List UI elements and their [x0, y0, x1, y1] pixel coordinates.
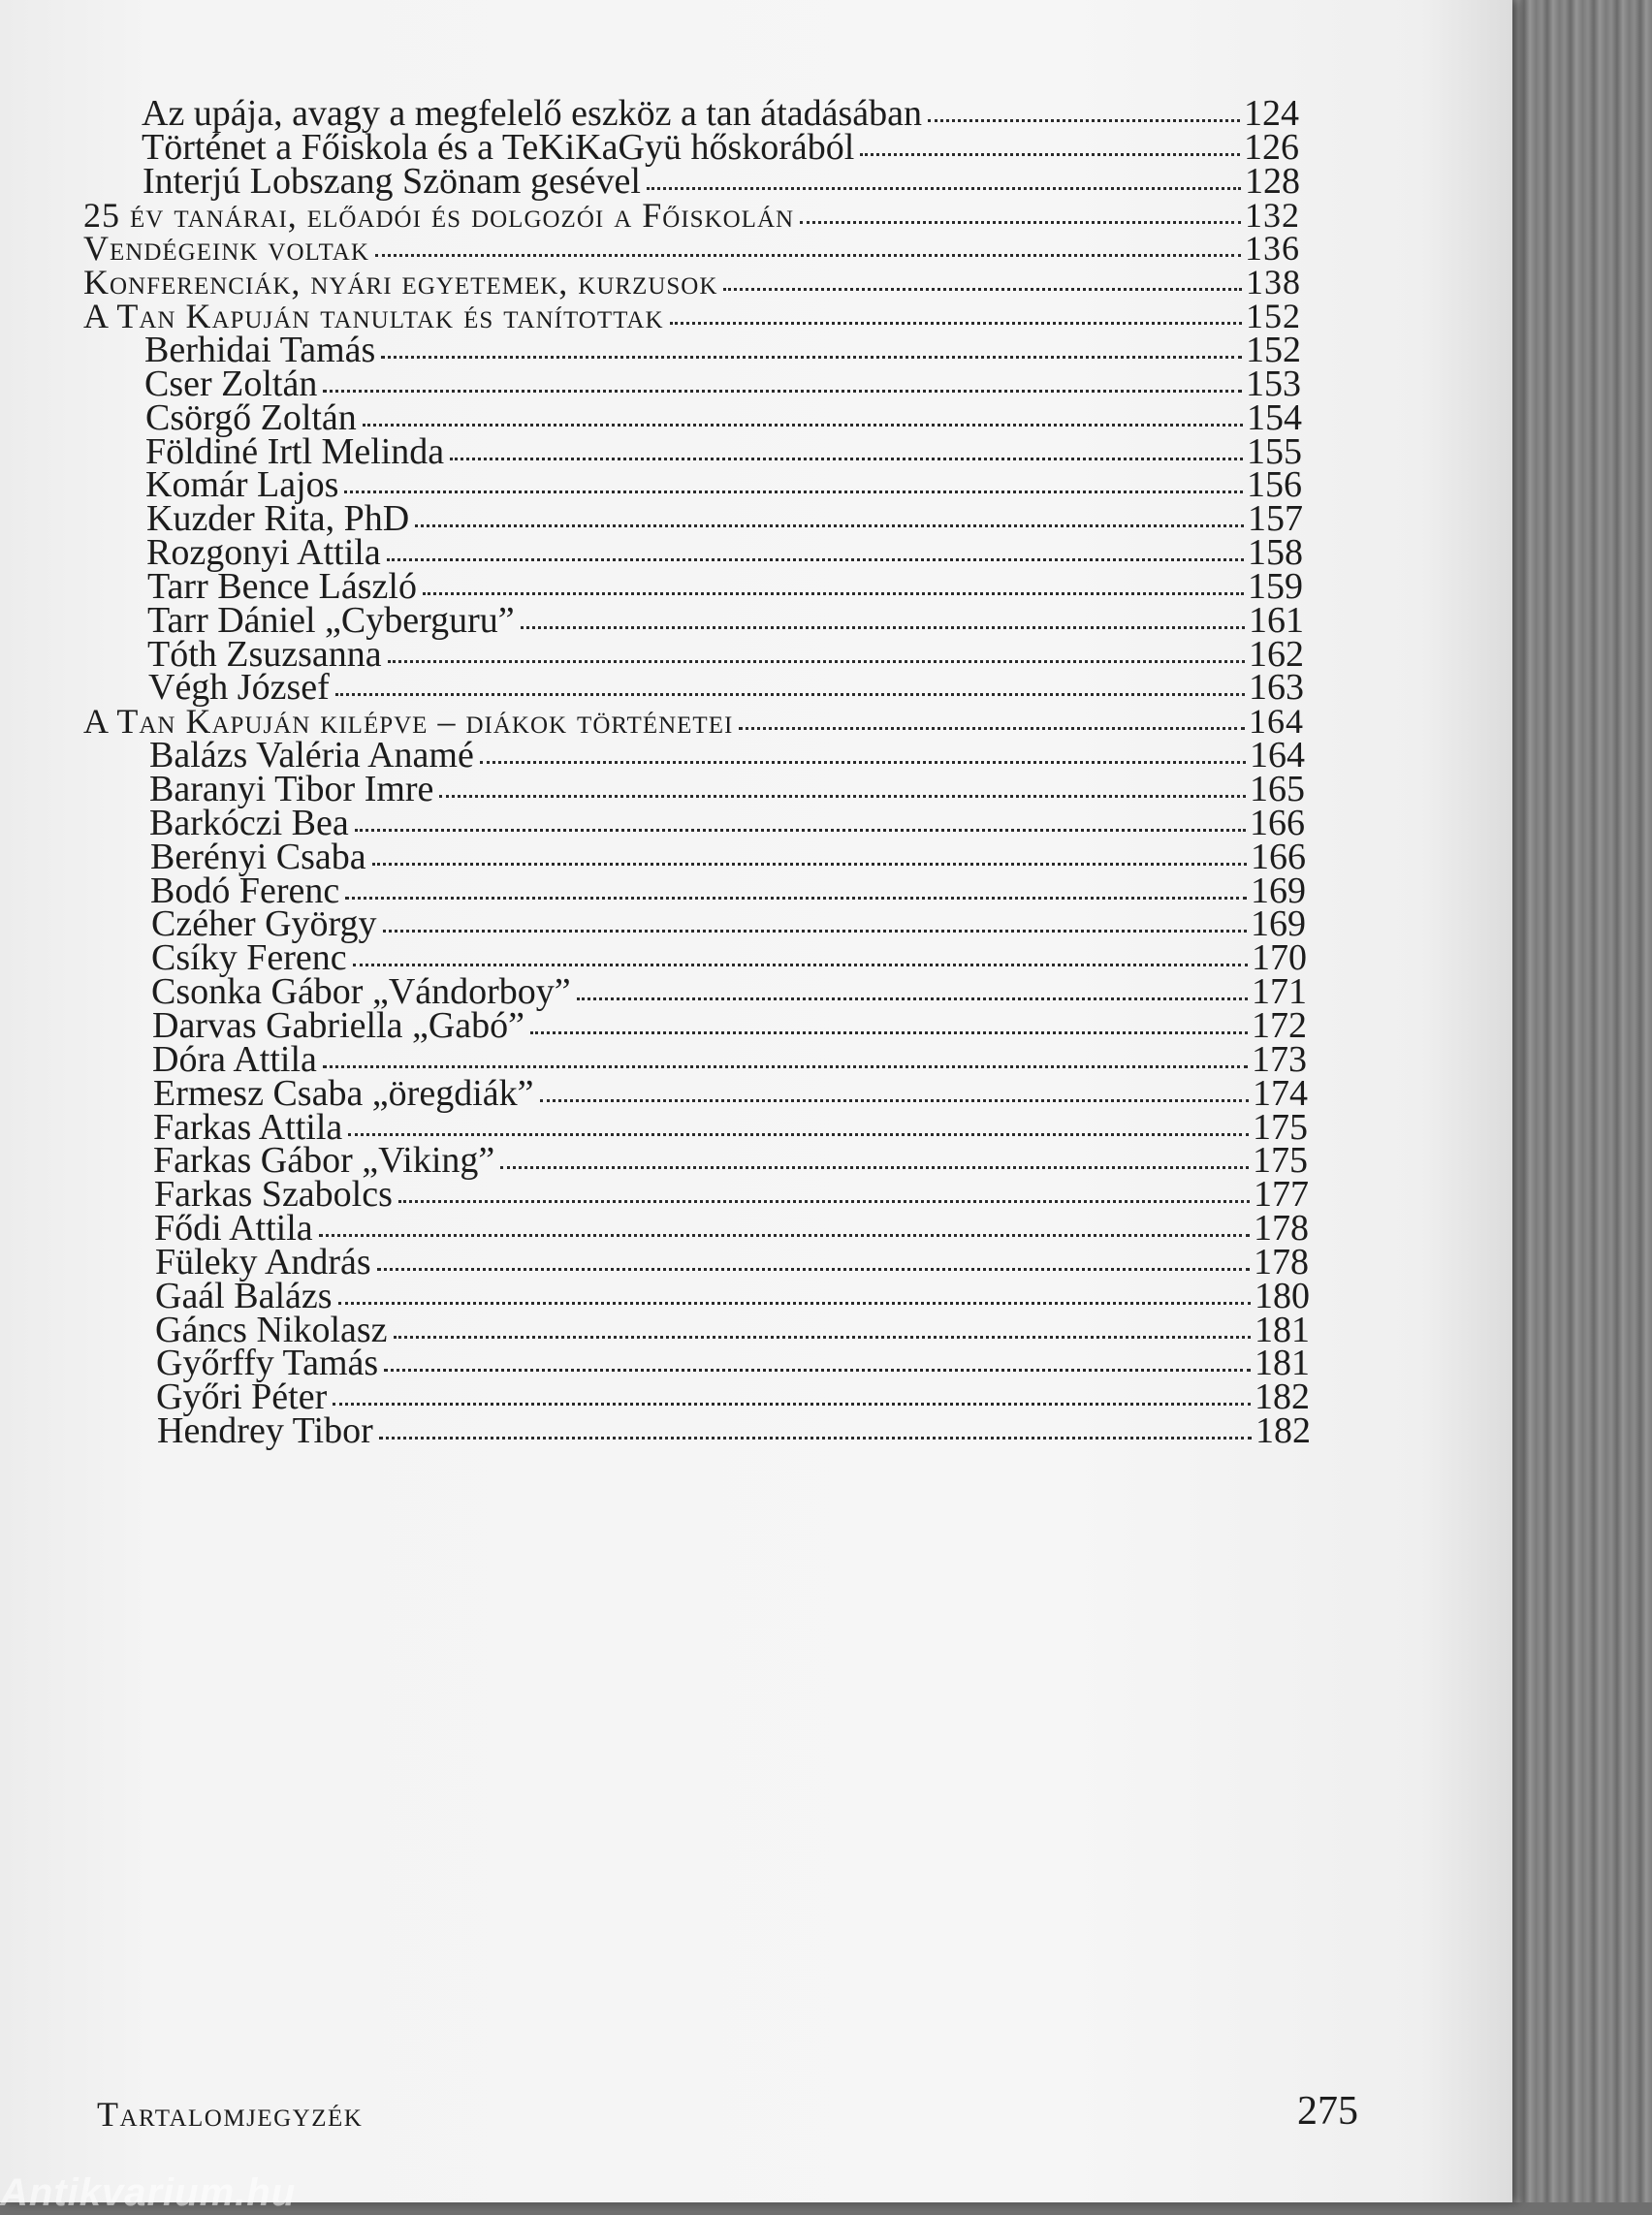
entry-page-number: 177	[1254, 1174, 1309, 1215]
entry-page-number: 175	[1253, 1107, 1308, 1148]
entry-title: A Tan Kapuján kilépve – diákok történetei	[83, 702, 734, 741]
dot-leader	[398, 1190, 1250, 1203]
entry-page-number: 166	[1251, 837, 1306, 877]
dot-leader	[540, 1090, 1250, 1102]
dot-leader	[344, 481, 1243, 493]
dot-leader	[333, 1393, 1251, 1406]
dot-leader	[394, 1326, 1251, 1339]
entry-page-number: 164	[1249, 702, 1304, 741]
entry-title: A Tan Kapuján tanultak és tanítottak	[83, 297, 664, 335]
dot-leader	[670, 312, 1243, 325]
dot-leader	[323, 1056, 1248, 1068]
entry-page-number: 156	[1247, 464, 1302, 505]
dot-leader	[384, 1359, 1251, 1372]
entry-page-number: 128	[1245, 161, 1300, 202]
entry-page-number: 181	[1255, 1343, 1310, 1383]
entry-title: Gáncs Nikolasz	[155, 1310, 388, 1350]
dot-leader	[383, 920, 1247, 933]
dot-leader	[500, 1156, 1249, 1169]
toc-entry	[157, 1407, 1311, 1455]
dot-leader	[860, 143, 1240, 156]
entry-page-number: 161	[1249, 600, 1304, 641]
entry-page-number: 162	[1249, 634, 1304, 675]
entry-page-number: 136	[1245, 229, 1300, 268]
entry-page-number: 157	[1248, 498, 1303, 539]
page-number: 275	[1297, 2089, 1358, 2134]
entry-page-number: 155	[1247, 431, 1302, 472]
entry-page-number: 158	[1248, 532, 1303, 573]
entry-title: Füleky András	[155, 1242, 371, 1282]
entry-page-number: 152	[1246, 330, 1301, 370]
entry-page-number: 163	[1249, 667, 1304, 708]
dot-leader	[387, 549, 1244, 561]
entry-title: Csonka Gábor „Vándorboy”	[151, 971, 571, 1012]
dot-leader	[372, 853, 1247, 866]
entry-title: Dóra Attila	[152, 1039, 317, 1080]
entry-page-number: 172	[1252, 1005, 1307, 1046]
entry-page-number: 124	[1244, 93, 1299, 134]
entry-page-number: 165	[1250, 769, 1305, 809]
entry-title: Barkóczi Bea	[149, 803, 349, 843]
dot-leader	[415, 515, 1244, 527]
dot-leader	[739, 717, 1245, 730]
dot-leader	[319, 1224, 1250, 1237]
dot-leader	[577, 988, 1248, 1000]
background-binding	[1512, 0, 1652, 2202]
entry-title: Kuzder Rita, PhD	[146, 498, 410, 539]
dot-leader	[338, 1292, 1251, 1305]
dot-leader	[353, 954, 1248, 966]
entry-page-number: 174	[1253, 1073, 1308, 1114]
entry-page-number: 152	[1246, 297, 1301, 335]
dot-leader	[423, 583, 1244, 595]
entry-title: Rozgonyi Attila	[146, 532, 381, 573]
entry-page-number: 169	[1251, 903, 1306, 944]
entry-title: Berhidai Tamás	[144, 330, 376, 370]
entry-page-number: 154	[1247, 397, 1302, 438]
dot-leader	[345, 887, 1247, 900]
dot-leader	[363, 414, 1243, 427]
entry-page-number: 164	[1250, 735, 1305, 775]
entry-title: Interjú Lobszang Szönam gesével	[143, 161, 641, 202]
entry-page-number: 182	[1255, 1410, 1311, 1451]
dot-leader	[335, 683, 1245, 696]
entry-title: Konferenciák, nyári egyetemek, kurzusok	[83, 263, 718, 301]
dot-leader	[377, 1258, 1250, 1271]
entry-title: Tarr Bence László	[147, 566, 417, 607]
entry-title: Farkas Gábor „Viking”	[153, 1140, 495, 1181]
entry-title: Darvas Gabriella „Gabó”	[152, 1005, 525, 1046]
entry-page-number: 170	[1252, 937, 1307, 978]
entry-page-number: 126	[1244, 127, 1299, 168]
entry-title: Baranyi Tibor Imre	[149, 769, 434, 809]
entry-title: Farkas Szabolcs	[154, 1174, 393, 1215]
entry-title: Farkas Attila	[153, 1107, 343, 1148]
entry-page-number: 175	[1253, 1140, 1308, 1181]
entry-page-number: 181	[1255, 1310, 1310, 1350]
entry-page-number: 169	[1251, 870, 1306, 911]
dot-leader	[348, 1123, 1249, 1136]
entry-page-number: 171	[1252, 971, 1307, 1012]
dot-leader	[530, 1022, 1248, 1034]
footer-title: Tartalomjegyzék	[97, 2095, 364, 2134]
entry-title: Csíky Ferenc	[151, 937, 347, 978]
entry-title: Történet a Főiskola és a TeKiKaGyü hőskorából	[142, 127, 855, 168]
entry-title: Győri Péter	[156, 1376, 328, 1417]
entry-title: Végh József	[148, 667, 330, 708]
entry-title: Bodó Ferenc	[150, 870, 340, 911]
entry-title: Földiné Irtl Melinda	[145, 431, 445, 472]
dot-leader	[375, 244, 1241, 257]
watermark: Antikvarium.hu	[0, 2171, 297, 2214]
entry-title: Fődi Attila	[154, 1208, 313, 1249]
entry-title: Cser Zoltán	[144, 364, 318, 404]
entry-title: Csörgő Zoltán	[145, 397, 357, 438]
entry-page-number: 173	[1252, 1039, 1307, 1080]
dot-leader	[647, 177, 1241, 190]
dot-leader	[381, 346, 1242, 359]
dot-leader	[521, 617, 1245, 629]
dot-leader	[928, 110, 1240, 122]
entry-title: Tarr Dániel „Cyberguru”	[147, 600, 515, 641]
dot-leader	[355, 819, 1246, 832]
dot-leader	[388, 650, 1245, 663]
entry-title: Czéher György	[151, 903, 377, 944]
entry-title: Komár Lajos	[145, 464, 339, 505]
entry-title: Ermesz Csaba „öregdiák”	[153, 1073, 534, 1114]
entry-page-number: 166	[1250, 803, 1305, 843]
entry-page-number: 178	[1254, 1242, 1309, 1282]
entry-page-number: 132	[1245, 196, 1300, 235]
entry-title: Berényi Csaba	[150, 837, 366, 877]
entry-page-number: 153	[1246, 364, 1301, 404]
dot-leader	[379, 1427, 1252, 1440]
dot-leader	[450, 448, 1243, 460]
entry-title: Győrffy Tamás	[156, 1343, 379, 1383]
dot-leader	[323, 380, 1242, 393]
entry-page-number: 182	[1255, 1376, 1310, 1417]
entry-page-number: 159	[1248, 566, 1303, 607]
entry-title: 25 év tanárai, előadói és dolgozói a Főiskolán	[83, 196, 795, 235]
entry-page-number: 138	[1246, 263, 1301, 301]
dot-leader	[480, 751, 1246, 764]
dot-leader	[800, 211, 1241, 224]
entry-title: Vendégeink voltak	[83, 229, 369, 268]
dot-leader	[723, 278, 1242, 291]
entry-page-number: 178	[1254, 1208, 1309, 1249]
entry-page-number: 180	[1255, 1276, 1310, 1316]
entry-title: Hendrey Tibor	[157, 1410, 373, 1451]
entry-title: Tóth Zsuzsanna	[147, 634, 382, 675]
entry-title: Az upája, avagy a megfelelő eszköz a tan átadásában	[142, 93, 922, 134]
entry-title: Balázs Valéria Anamé	[149, 735, 474, 775]
entry-title: Gaál Balázs	[155, 1276, 333, 1316]
dot-leader	[439, 785, 1246, 798]
